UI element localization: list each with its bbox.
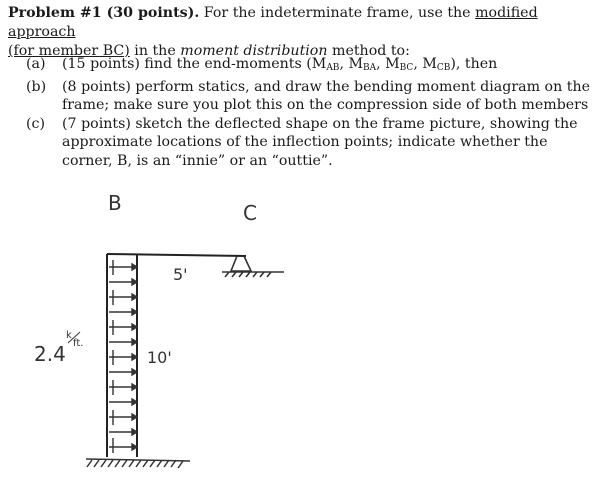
part-b-tag: (b) bbox=[26, 78, 47, 95]
part-c bbox=[26, 115, 601, 171]
frame-sketch bbox=[0, 180, 606, 491]
pin-support-icon bbox=[222, 256, 284, 277]
joint-b-label: B bbox=[108, 191, 122, 215]
part-b bbox=[26, 78, 601, 115]
part-a-text: (15 points) find the end-moments ($M_{AB}$, $M_{BA}$, $M_{BC}$, $M_{CB}$), then bbox=[62, 56, 498, 73]
beam-bc bbox=[107, 254, 246, 256]
part-a bbox=[26, 55, 601, 78]
distributed-load-arrows bbox=[109, 260, 137, 453]
intro-text-2: in the bbox=[129, 43, 181, 59]
load-label bbox=[34, 330, 83, 366]
load-unit-top: k bbox=[66, 330, 72, 341]
joint-c-label: C bbox=[243, 201, 257, 225]
part-b-text: (8 points) perform statics, and draw the bending moment diagram on the frame; make sure you plot this on the compression side of both members bbox=[62, 78, 590, 113]
column-height-label: 10' bbox=[147, 348, 172, 367]
beam-length-label: 5' bbox=[173, 265, 188, 284]
part-a-tag: (a) bbox=[26, 56, 46, 72]
problem-statement bbox=[8, 4, 600, 61]
member-bc-text: (for member BC) bbox=[8, 43, 130, 59]
part-c-tag: (c) bbox=[26, 115, 46, 132]
intro-text-3: method to: bbox=[327, 43, 410, 59]
problem-parts bbox=[26, 55, 601, 170]
problem-label: Problem #1 (30 points). bbox=[8, 5, 200, 21]
load-unit-bottom: ft. bbox=[73, 338, 84, 349]
modified-approach-text: modified approach bbox=[8, 5, 538, 40]
part-c-text: (7 points) sketch the deflected shape on the frame picture, showing the approximate locations of the inflection points; indicate whether the corner, B, is an “innie” or an “outtie”. bbox=[62, 115, 578, 169]
intro-text-1: For the indeterminate frame, use the bbox=[199, 5, 476, 21]
method-name: moment distribution bbox=[180, 43, 328, 59]
fixed-support-icon bbox=[86, 459, 190, 468]
load-value: 2.4 bbox=[34, 342, 66, 366]
